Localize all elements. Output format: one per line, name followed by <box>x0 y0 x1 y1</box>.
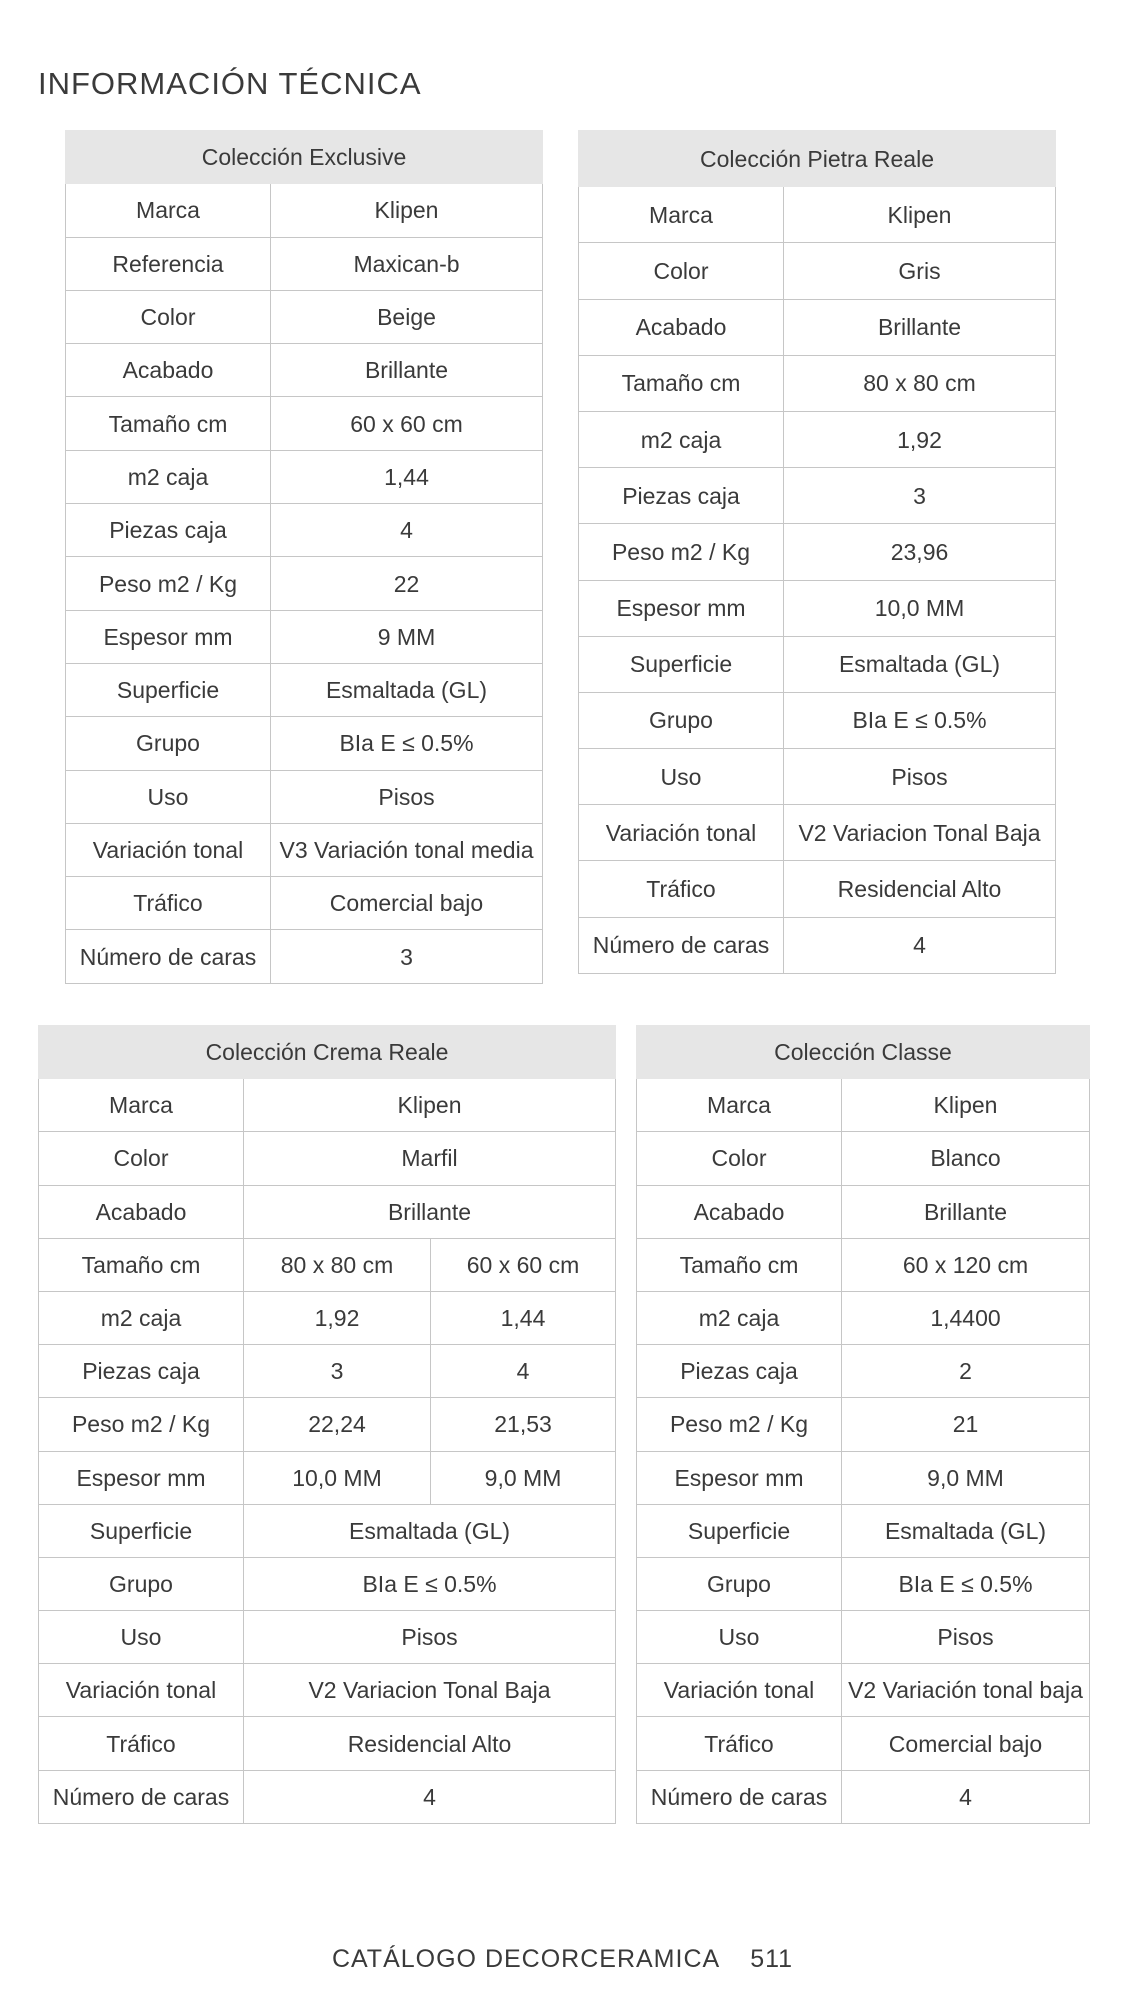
spec-value: 10,0 MM <box>784 580 1056 636</box>
collection-heading: Colección Exclusive <box>66 131 543 184</box>
spec-label: Variación tonal <box>579 805 784 861</box>
spec-label: Número de caras <box>39 1770 244 1823</box>
spec-value: 9,0 MM <box>842 1451 1090 1504</box>
spec-label: Grupo <box>66 717 271 770</box>
spec-label: Tráfico <box>39 1717 244 1770</box>
table-row <box>637 1398 1090 1451</box>
table-row <box>579 299 1056 355</box>
table-row <box>39 1770 616 1823</box>
spec-value: BIa E ≤ 0.5% <box>842 1557 1090 1610</box>
spec-label: Espesor mm <box>66 610 271 663</box>
table-header-row <box>39 1026 616 1079</box>
table-row <box>579 187 1056 243</box>
table-row <box>579 468 1056 524</box>
spec-label: Tamaño cm <box>579 355 784 411</box>
spec-value: Pisos <box>842 1611 1090 1664</box>
spec-label: Uso <box>66 770 271 823</box>
spec-value: V2 Variacion Tonal Baja <box>244 1664 616 1717</box>
spec-value: 80 x 80 cm <box>244 1238 431 1291</box>
table-row <box>66 717 543 770</box>
table-row <box>637 1557 1090 1610</box>
spec-value: Comercial bajo <box>271 877 543 930</box>
table-row <box>637 1345 1090 1398</box>
table-row <box>66 450 543 503</box>
spec-value: 60 x 120 cm <box>842 1238 1090 1291</box>
spec-value: 21,53 <box>431 1398 616 1451</box>
table-row <box>579 917 1056 973</box>
spec-label: Superficie <box>579 636 784 692</box>
spec-value: 1,4400 <box>842 1291 1090 1344</box>
table-row <box>579 692 1056 748</box>
spec-value: Pisos <box>271 770 543 823</box>
spec-label: Color <box>637 1132 842 1185</box>
spec-value: 60 x 60 cm <box>271 397 543 450</box>
table-row <box>579 524 1056 580</box>
spec-label: Peso m2 / Kg <box>66 557 271 610</box>
table-row <box>66 930 543 983</box>
table-row <box>579 805 1056 861</box>
table-row <box>579 411 1056 467</box>
table-row <box>579 355 1056 411</box>
table-row <box>579 580 1056 636</box>
spec-value: Residencial Alto <box>244 1717 616 1770</box>
spec-label: Marca <box>637 1079 842 1132</box>
spec-value: Brillante <box>244 1185 616 1238</box>
table-row <box>637 1770 1090 1823</box>
catalog-name: CATÁLOGO DECORCERAMICA <box>331 1945 721 1973</box>
spec-label: Grupo <box>39 1557 244 1610</box>
spec-value: Blanco <box>842 1132 1090 1185</box>
spec-value: Pisos <box>244 1611 616 1664</box>
spec-label: m2 caja <box>39 1291 244 1344</box>
spec-label: Uso <box>637 1611 842 1664</box>
collection-heading: Colección Crema Reale <box>39 1026 616 1079</box>
spec-label: Piezas caja <box>66 504 271 557</box>
spec-label: Variación tonal <box>39 1664 244 1717</box>
spec-value: Brillante <box>271 344 543 397</box>
table-row <box>637 1291 1090 1344</box>
collection-heading: Colección Classe <box>637 1026 1090 1079</box>
spec-label: Piezas caja <box>39 1345 244 1398</box>
spec-value: Residencial Alto <box>784 861 1056 917</box>
table-row <box>637 1132 1090 1185</box>
spec-value: Beige <box>271 290 543 343</box>
spec-value: 2 <box>842 1345 1090 1398</box>
table-row <box>39 1398 616 1451</box>
spec-value: 4 <box>271 504 543 557</box>
spec-label: Número de caras <box>579 917 784 973</box>
spec-table-exclusive <box>65 130 543 984</box>
spec-label: Número de caras <box>66 930 271 983</box>
spec-value: Klipen <box>842 1079 1090 1132</box>
spec-value: 23,96 <box>784 524 1056 580</box>
spec-table-pietra-reale <box>578 130 1056 974</box>
table-row <box>66 877 543 930</box>
spec-value: Esmaltada (GL) <box>271 663 543 716</box>
spec-label: Superficie <box>637 1504 842 1557</box>
spec-label: Acabado <box>637 1185 842 1238</box>
table-row <box>637 1717 1090 1770</box>
spec-label: Color <box>66 290 271 343</box>
table-row <box>637 1185 1090 1238</box>
spec-value: 9 MM <box>271 610 543 663</box>
spec-table-crema-reale <box>38 1025 616 1824</box>
spec-label: Peso m2 / Kg <box>39 1398 244 1451</box>
spec-value: 60 x 60 cm <box>431 1238 616 1291</box>
table-header-row <box>637 1026 1090 1079</box>
table-row <box>66 184 543 237</box>
spec-label: m2 caja <box>66 450 271 503</box>
spec-label: Tráfico <box>637 1717 842 1770</box>
spec-value: 22,24 <box>244 1398 431 1451</box>
table-row <box>39 1291 616 1344</box>
spec-label: Variación tonal <box>66 823 271 876</box>
spec-value: 22 <box>271 557 543 610</box>
spec-label: Variación tonal <box>637 1664 842 1717</box>
table-row <box>39 1451 616 1504</box>
spec-value: BIa E ≤ 0.5% <box>271 717 543 770</box>
table-header-row <box>66 131 543 184</box>
spec-label: Grupo <box>579 692 784 748</box>
spec-value: Maxican-b <box>271 237 543 290</box>
table-row <box>66 504 543 557</box>
table-row <box>66 663 543 716</box>
table-row <box>39 1079 616 1132</box>
spec-value: 1,92 <box>244 1291 431 1344</box>
table-row <box>66 237 543 290</box>
spec-label: Número de caras <box>637 1770 842 1823</box>
spec-value: 1,44 <box>431 1291 616 1344</box>
spec-label: Superficie <box>39 1504 244 1557</box>
table-row <box>39 1717 616 1770</box>
spec-value: Brillante <box>842 1185 1090 1238</box>
spec-label: Tráfico <box>579 861 784 917</box>
spec-value: BIa E ≤ 0.5% <box>244 1557 616 1610</box>
spec-value: Esmaltada (GL) <box>244 1504 616 1557</box>
spec-value: 4 <box>842 1770 1090 1823</box>
spec-table-classe <box>636 1025 1090 1824</box>
table-row <box>637 1611 1090 1664</box>
spec-value: Esmaltada (GL) <box>784 636 1056 692</box>
spec-value: Klipen <box>784 187 1056 243</box>
spec-label: Acabado <box>579 299 784 355</box>
spec-value: Klipen <box>271 184 543 237</box>
table-row <box>637 1079 1090 1132</box>
table-row <box>637 1664 1090 1717</box>
page-number: 511 <box>750 1945 794 1973</box>
spec-label: Tamaño cm <box>637 1238 842 1291</box>
spec-label: Grupo <box>637 1557 842 1610</box>
spec-label: Uso <box>579 749 784 805</box>
spec-value: Pisos <box>784 749 1056 805</box>
spec-label: Referencia <box>66 237 271 290</box>
spec-value: 80 x 80 cm <box>784 355 1056 411</box>
table-row <box>66 344 543 397</box>
spec-label: Marca <box>66 184 271 237</box>
table-row <box>39 1557 616 1610</box>
table-row <box>39 1132 616 1185</box>
table-row <box>39 1185 616 1238</box>
spec-value: 3 <box>271 930 543 983</box>
spec-value: 10,0 MM <box>244 1451 431 1504</box>
spec-label: Superficie <box>66 663 271 716</box>
spec-value: Esmaltada (GL) <box>842 1504 1090 1557</box>
table-row <box>66 557 543 610</box>
spec-value: V2 Variación tonal baja <box>842 1664 1090 1717</box>
table-row <box>39 1345 616 1398</box>
spec-value: 1,92 <box>784 411 1056 467</box>
spec-value: 4 <box>244 1770 616 1823</box>
spec-value: Gris <box>784 243 1056 299</box>
spec-value: Marfil <box>244 1132 616 1185</box>
spec-label: Espesor mm <box>637 1451 842 1504</box>
spec-value: 4 <box>431 1345 616 1398</box>
spec-label: Tamaño cm <box>39 1238 244 1291</box>
spec-label: Acabado <box>39 1185 244 1238</box>
spec-label: m2 caja <box>637 1291 842 1344</box>
spec-label: Color <box>39 1132 244 1185</box>
spec-label: Uso <box>39 1611 244 1664</box>
table-row <box>39 1611 616 1664</box>
spec-label: Tráfico <box>66 877 271 930</box>
table-row <box>66 823 543 876</box>
table-row <box>66 290 543 343</box>
spec-label: Acabado <box>66 344 271 397</box>
spec-value: Klipen <box>244 1079 616 1132</box>
spec-label: Espesor mm <box>579 580 784 636</box>
table-row <box>637 1238 1090 1291</box>
spec-value: V3 Variación tonal media <box>271 823 543 876</box>
spec-label: Espesor mm <box>39 1451 244 1504</box>
spec-value: 3 <box>244 1345 431 1398</box>
spec-value: 21 <box>842 1398 1090 1451</box>
table-row <box>39 1504 616 1557</box>
spec-value: Comercial bajo <box>842 1717 1090 1770</box>
table-row <box>39 1664 616 1717</box>
table-row <box>66 397 543 450</box>
table-row <box>66 770 543 823</box>
spec-value: 1,44 <box>271 450 543 503</box>
table-row <box>637 1451 1090 1504</box>
spec-value: V2 Variacion Tonal Baja <box>784 805 1056 861</box>
table-row <box>579 636 1056 692</box>
table-row <box>39 1238 616 1291</box>
spec-value: Brillante <box>784 299 1056 355</box>
spec-label: Tamaño cm <box>66 397 271 450</box>
spec-value: 9,0 MM <box>431 1451 616 1504</box>
spec-label: Peso m2 / Kg <box>579 524 784 580</box>
spec-label: m2 caja <box>579 411 784 467</box>
spec-value: BIa E ≤ 0.5% <box>784 692 1056 748</box>
table-row <box>637 1504 1090 1557</box>
spec-label: Piezas caja <box>579 468 784 524</box>
collection-heading: Colección Pietra Reale <box>579 131 1056 187</box>
spec-value: 3 <box>784 468 1056 524</box>
spec-label: Peso m2 / Kg <box>637 1398 842 1451</box>
table-header-row <box>579 131 1056 187</box>
table-row <box>579 749 1056 805</box>
page-footer <box>0 1945 1125 1974</box>
spec-value: 4 <box>784 917 1056 973</box>
spec-label: Piezas caja <box>637 1345 842 1398</box>
spec-label: Marca <box>579 187 784 243</box>
spec-label: Color <box>579 243 784 299</box>
spec-label: Marca <box>39 1079 244 1132</box>
page-title: INFORMACIÓN TÉCNICA <box>38 66 422 101</box>
table-row <box>579 861 1056 917</box>
table-row <box>579 243 1056 299</box>
table-row <box>66 610 543 663</box>
